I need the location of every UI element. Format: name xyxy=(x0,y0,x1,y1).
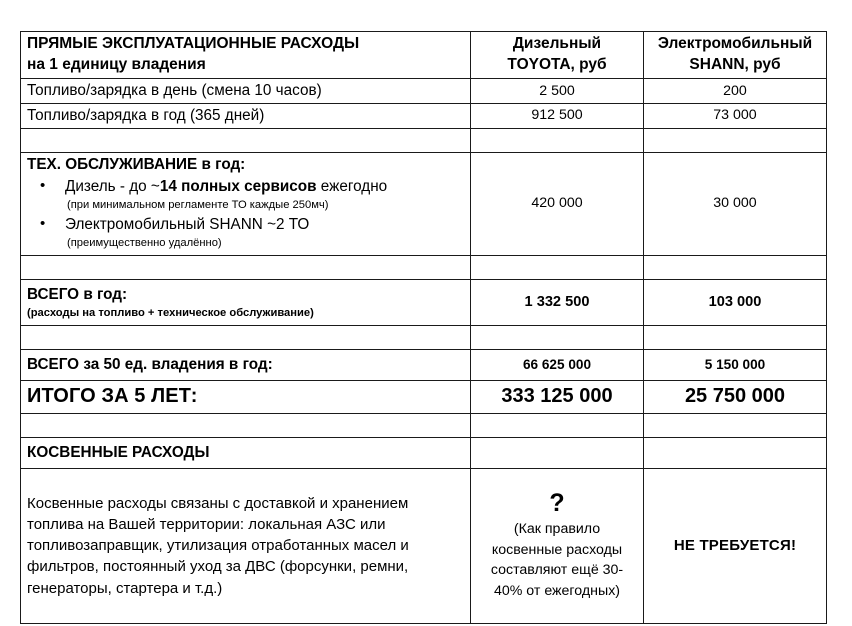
fuel-day-diesel-value: 2 500 xyxy=(471,78,644,103)
spacer-cell-diesel xyxy=(471,128,644,152)
fuel-year-diesel-value: 912 500 xyxy=(471,103,644,128)
table-row-total-5-years xyxy=(21,380,827,413)
total-fleet-year-diesel-value: 66 625 000 xyxy=(471,350,644,381)
header-label-line1: ПРЯМЫЕ ЭКСПЛУАТАЦИОННЫЕ РАСХОДЫ xyxy=(27,35,360,52)
spacer-cell-label xyxy=(21,413,471,437)
total-5-years-label: ИТОГО ЗА 5 ЛЕТ: xyxy=(21,380,471,413)
total-fleet-year-ev-value: 5 150 000 xyxy=(644,350,827,381)
header-ev-line1: Электромобильный xyxy=(657,35,813,52)
spacer-cell-diesel xyxy=(471,413,644,437)
fuel-year-ev-value: 73 000 xyxy=(644,103,827,128)
spacer-cell-label xyxy=(21,128,471,152)
indirect-header-diesel-cell xyxy=(471,437,644,468)
table-row-indirect-body xyxy=(21,468,827,623)
indirect-ev-value: НЕ ТРЕБУЕТСЯ! xyxy=(644,468,827,623)
maintenance-bullet-1-text xyxy=(65,177,464,197)
spacer-cell-label xyxy=(21,326,471,350)
list-item xyxy=(65,177,464,213)
spacer-cell-diesel xyxy=(471,255,644,279)
list-item xyxy=(65,215,464,251)
total-5-years-diesel-value: 333 125 000 xyxy=(471,380,644,413)
header-ev-cell xyxy=(644,32,827,79)
maintenance-bullet-list xyxy=(27,177,464,250)
fuel-day-label: Топливо/зарядка в день (смена 10 часов) xyxy=(21,78,471,103)
spacer-cell-diesel xyxy=(471,326,644,350)
maintenance-ev-value: 30 000 xyxy=(644,152,827,255)
table-row-fuel-year xyxy=(21,103,827,128)
table-row-fuel-day xyxy=(21,78,827,103)
spacer-cell-ev xyxy=(644,255,827,279)
indirect-header-label: КОСВЕННЫЕ РАСХОДЫ xyxy=(21,437,471,468)
bullet-1-after: ежегодно xyxy=(316,178,388,196)
table-row-indirect-header xyxy=(21,437,827,468)
total-year-diesel-value: 1 332 500 xyxy=(471,279,644,325)
fuel-day-ev-value: 200 xyxy=(644,78,827,103)
fuel-year-label: Топливо/зарядка в год (365 дней) xyxy=(21,103,471,128)
total-year-ev-value: 103 000 xyxy=(644,279,827,325)
table-row-total-year xyxy=(21,279,827,325)
spacer-row xyxy=(21,326,827,350)
table-header-row xyxy=(21,32,827,79)
total-5-years-ev-value: 25 750 000 xyxy=(644,380,827,413)
spacer-cell-ev xyxy=(644,326,827,350)
indirect-body-text: Косвенные расходы связаны с доставкой и хранением топлива на Вашей территории: локальная АЗС или топливозаправщик, утилизация отработанных масел и фильтров, постоянный уход за ДВС (форсунки, ремни, генераторы, стартера и т.д.) xyxy=(21,468,471,623)
total-fleet-year-label: ВСЕГО за 50 ед. владения в год: xyxy=(21,350,471,381)
table-row-total-fleet-year xyxy=(21,350,827,381)
spacer-row xyxy=(21,413,827,437)
maintenance-bullet-2-text xyxy=(65,215,464,235)
question-mark-icon: ? xyxy=(549,489,565,518)
header-ev-line2: SHANN, руб xyxy=(689,55,781,73)
spacer-row xyxy=(21,128,827,152)
total-year-label-cell xyxy=(21,279,471,325)
total-year-sublabel: (расходы на топливо + техническое обслуживание) xyxy=(27,306,314,319)
bullet-1-before: Дизель - до ~ xyxy=(65,178,160,196)
table-row-maintenance xyxy=(21,152,827,255)
header-label-line2: на 1 единицу владения xyxy=(27,55,206,73)
maintenance-title: ТЕХ. ОБСЛУЖИВАНИЕ в год: xyxy=(27,155,246,173)
header-label-cell xyxy=(21,32,471,79)
maintenance-label-cell xyxy=(21,152,471,255)
spacer-cell-label xyxy=(21,255,471,279)
header-diesel-line2: TOYOTA, руб xyxy=(507,55,607,73)
indirect-diesel-note: (Как правило косвенные расходы составляют ещё 30-40% от ежегодных) xyxy=(490,521,624,600)
maintenance-diesel-value: 420 000 xyxy=(471,152,644,255)
header-diesel-cell xyxy=(471,32,644,79)
maintenance-bullet-1-sub: (при минимальном регламенте ТО каждые 250мч) xyxy=(67,198,329,211)
header-diesel-line1: Дизельный xyxy=(512,35,602,52)
bullet-1-bold: 14 полных сервисов xyxy=(159,178,317,196)
spacer-cell-ev xyxy=(644,128,827,152)
spacer-row xyxy=(21,255,827,279)
cost-comparison-table xyxy=(20,31,827,624)
indirect-diesel-cell xyxy=(471,468,644,623)
spacer-cell-ev xyxy=(644,413,827,437)
total-year-label: ВСЕГО в год: xyxy=(27,285,128,303)
maintenance-bullet-2-sub: (преимущественно удалённо) xyxy=(67,236,222,249)
bullet-2-before: Электромобильный SHANN ~2 ТО xyxy=(65,216,310,234)
indirect-header-ev-cell xyxy=(644,437,827,468)
